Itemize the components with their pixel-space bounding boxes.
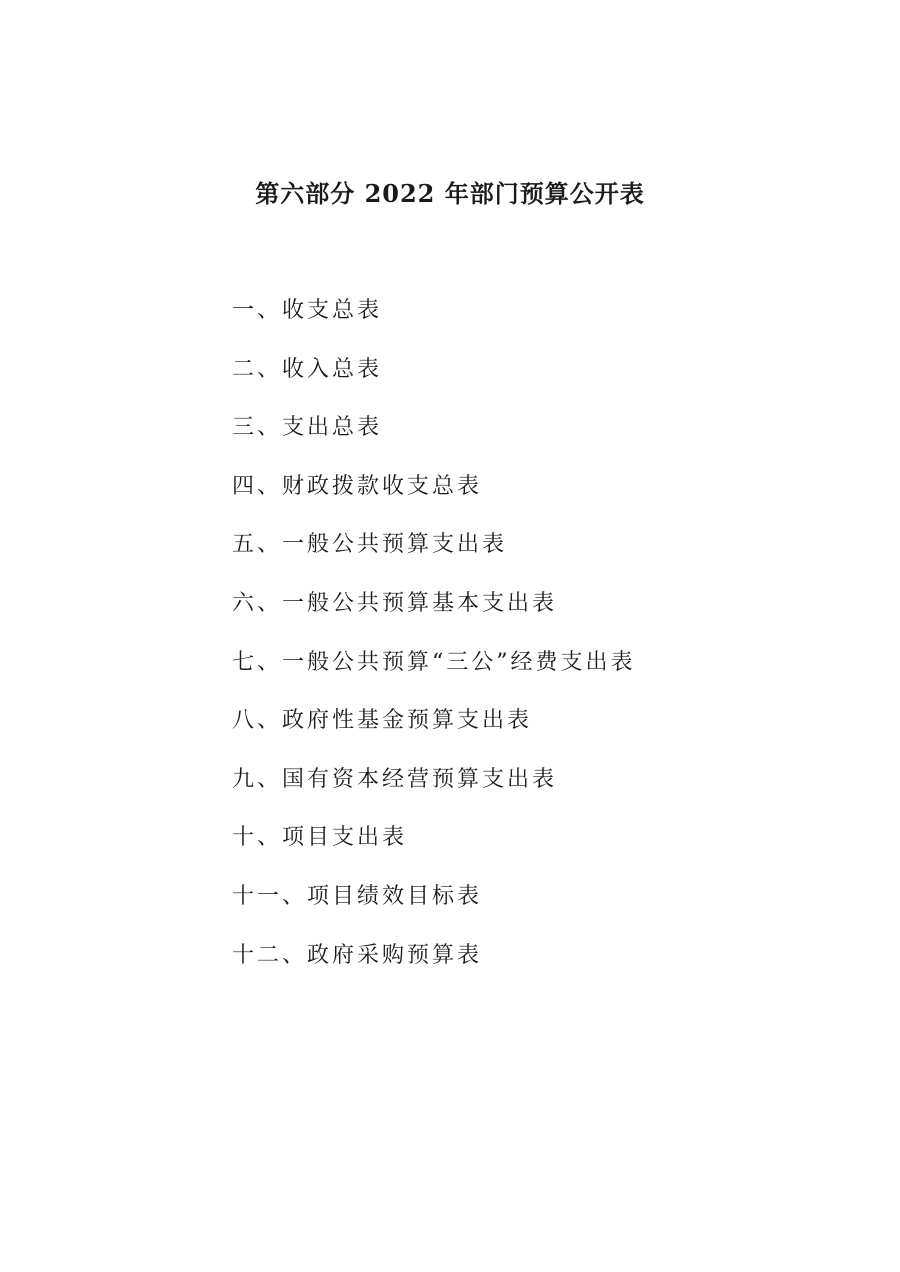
toc-item-7: 七、一般公共预算“三公”经费支出表 — [232, 649, 636, 675]
toc-item-3: 三、支出总表 — [232, 415, 383, 441]
table-of-contents — [232, 296, 636, 999]
toc-item-12: 十二、政府采购预算表 — [232, 942, 483, 968]
toc-item-5: 五、一般公共预算支出表 — [232, 532, 508, 558]
toc-item-11: 十一、项目绩效目标表 — [232, 883, 483, 909]
toc-item-2: 二、收入总表 — [232, 356, 383, 382]
toc-item-1: 一、收支总表 — [232, 298, 383, 323]
toc-item-4: 四、财政拨款收支总表 — [232, 473, 483, 499]
toc-item-9: 九、国有资本经营预算支出表 — [232, 766, 558, 792]
page-title: 第六部分 2022 年部门预算公开表 — [255, 179, 645, 208]
toc-item-6: 六、一般公共预算基本支出表 — [232, 590, 558, 616]
toc-item-10: 十、项目支出表 — [232, 825, 408, 851]
toc-item-8: 八、政府性基金预算支出表 — [232, 708, 533, 734]
